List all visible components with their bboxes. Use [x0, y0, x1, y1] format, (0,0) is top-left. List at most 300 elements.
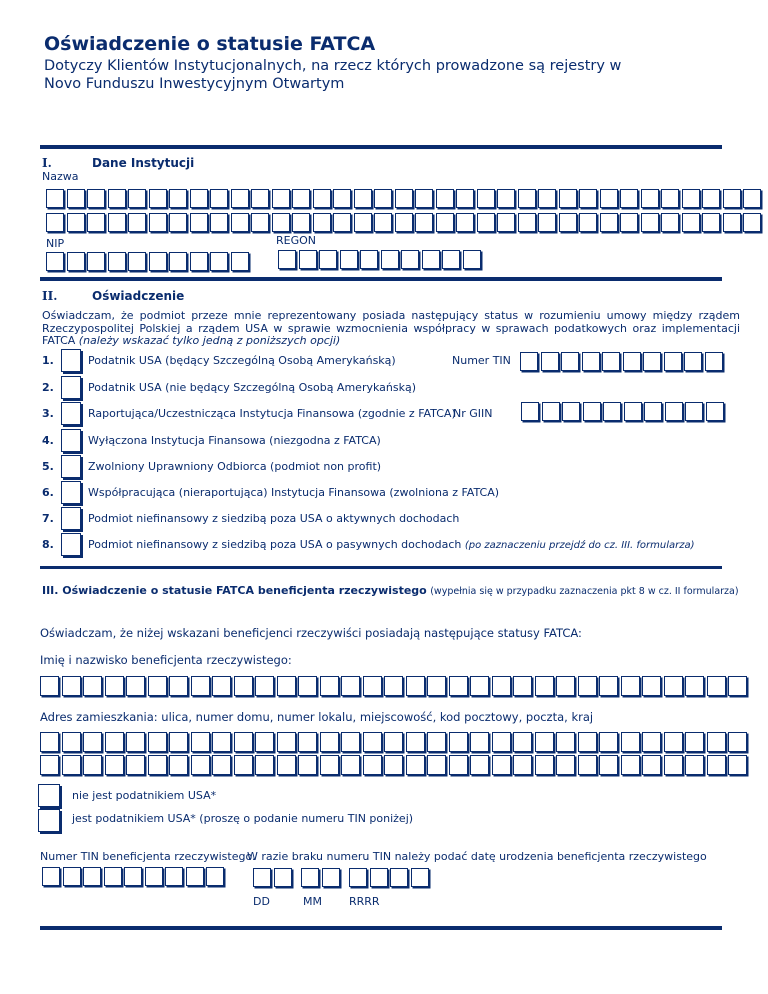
char-cell[interactable] [363, 732, 382, 752]
char-cell[interactable] [578, 676, 597, 696]
char-cell[interactable] [67, 213, 85, 232]
char-cell[interactable] [449, 732, 468, 752]
char-cell[interactable] [578, 732, 597, 752]
char-cell[interactable] [251, 213, 269, 232]
char-cell[interactable] [62, 676, 81, 696]
char-cell[interactable] [46, 189, 64, 208]
char-cell[interactable] [542, 402, 560, 421]
year-label: RRRR [349, 895, 380, 908]
char-cell[interactable] [661, 189, 679, 208]
char-cell[interactable] [186, 867, 204, 886]
char-cell[interactable] [299, 250, 317, 269]
regon-label: REGON [276, 234, 317, 247]
char-cell[interactable] [661, 213, 679, 232]
char-cell[interactable] [538, 213, 556, 232]
option-number: 4. [42, 434, 54, 447]
char-cell[interactable] [427, 676, 446, 696]
char-cell[interactable] [145, 867, 163, 886]
char-cell[interactable] [320, 732, 339, 752]
char-cell[interactable] [105, 676, 124, 696]
char-cell[interactable] [579, 213, 597, 232]
char-cell[interactable] [320, 676, 339, 696]
char-cell[interactable] [169, 213, 187, 232]
char-cell[interactable] [126, 676, 145, 696]
char-cell[interactable] [456, 189, 474, 208]
char-cell[interactable] [190, 189, 208, 208]
char-cell[interactable] [559, 213, 577, 232]
char-cell[interactable] [436, 213, 454, 232]
char-cell[interactable] [360, 250, 378, 269]
char-cell[interactable] [559, 189, 577, 208]
char-cell[interactable] [665, 402, 683, 421]
char-cell[interactable] [322, 868, 340, 887]
char-cell[interactable] [599, 755, 618, 775]
char-cell[interactable] [621, 732, 640, 752]
declaration-hint: (należy wskazać tylko jedną z poniższych opcji) [78, 334, 341, 347]
char-cell[interactable] [621, 755, 640, 775]
char-cell[interactable] [231, 213, 249, 232]
char-cell[interactable] [341, 676, 360, 696]
char-cell[interactable] [436, 189, 454, 208]
char-cell[interactable] [415, 189, 433, 208]
char-cell[interactable] [449, 755, 468, 775]
month-label: MM [303, 895, 322, 908]
char-cell[interactable] [470, 732, 489, 752]
option-8-hint: (po zaznaczeniu przejdź do cz. III. formularza) [464, 540, 695, 551]
name-label: Nazwa [42, 170, 79, 183]
section1-title: Dane Instytucji [92, 156, 195, 170]
char-cell[interactable] [427, 755, 446, 775]
char-cell[interactable] [644, 402, 662, 421]
option-number: 6. [42, 486, 54, 499]
day-label: DD [253, 895, 270, 908]
char-cell[interactable] [728, 732, 747, 752]
char-cell[interactable] [333, 213, 351, 232]
char-cell[interactable] [354, 213, 372, 232]
char-cell[interactable] [108, 189, 126, 208]
char-cell[interactable] [384, 732, 403, 752]
option-number: 5. [42, 460, 54, 473]
char-cell[interactable] [582, 352, 600, 371]
char-cell[interactable] [234, 676, 253, 696]
char-cell[interactable] [298, 732, 317, 752]
char-cell[interactable] [105, 755, 124, 775]
address-input-row-2[interactable] [40, 755, 750, 775]
char-cell[interactable] [212, 755, 231, 775]
char-cell[interactable] [623, 352, 641, 371]
char-cell[interactable] [251, 189, 269, 208]
tin-label: Numer TIN [452, 354, 511, 367]
char-cell[interactable] [422, 250, 440, 269]
birthdate-label: W razie braku numeru TIN należy podać datę urodzenia beneficjenta rzeczywistego [247, 850, 707, 863]
char-cell[interactable] [406, 676, 425, 696]
char-cell[interactable] [492, 755, 511, 775]
char-cell[interactable] [492, 676, 511, 696]
char-cell[interactable] [743, 189, 761, 208]
char-cell[interactable] [682, 189, 700, 208]
char-cell[interactable] [642, 732, 661, 752]
char-cell[interactable] [354, 189, 372, 208]
char-cell[interactable] [456, 213, 474, 232]
char-cell[interactable] [449, 676, 468, 696]
char-cell[interactable] [743, 213, 761, 232]
char-cell[interactable] [602, 352, 620, 371]
char-cell[interactable] [319, 250, 337, 269]
subtitle-line-1: Dotyczy Klientów Instytucjonalnych, na rzecz których prowadzone są rejestry w [44, 58, 622, 74]
char-cell[interactable] [191, 755, 210, 775]
option-number: 7. [42, 512, 54, 525]
beneficiary-name-input[interactable] [40, 676, 750, 696]
char-cell[interactable] [363, 755, 382, 775]
char-cell[interactable] [169, 189, 187, 208]
char-cell[interactable] [370, 868, 388, 887]
char-cell[interactable] [46, 252, 64, 271]
char-cell[interactable] [87, 252, 105, 271]
char-cell[interactable] [83, 676, 102, 696]
char-cell[interactable] [641, 213, 659, 232]
char-cell[interactable] [556, 732, 575, 752]
char-cell[interactable] [292, 213, 310, 232]
char-cell[interactable] [255, 676, 274, 696]
section1-number: I. [42, 156, 52, 170]
char-cell[interactable] [234, 732, 253, 752]
char-cell[interactable] [518, 213, 536, 232]
char-cell[interactable] [169, 252, 187, 271]
char-cell[interactable] [191, 676, 210, 696]
option-2-label: Podatnik USA (nie będący Szczególną Osobą Amerykańską) [88, 381, 416, 394]
char-cell[interactable] [126, 755, 145, 775]
option-1-checkbox[interactable] [61, 349, 81, 372]
beneficiary-address-label: Adres zamieszkania: ulica, numer domu, numer lokalu, miejscowość, kod pocztowy, poczta, kraj [40, 710, 594, 724]
char-cell[interactable] [87, 213, 105, 232]
nip-input[interactable] [46, 252, 251, 271]
name-input-row-2[interactable] [46, 213, 764, 232]
char-cell[interactable] [63, 867, 81, 886]
char-cell[interactable] [210, 189, 228, 208]
char-cell[interactable] [341, 755, 360, 775]
char-cell[interactable] [384, 676, 403, 696]
char-cell[interactable] [333, 189, 351, 208]
char-cell[interactable] [578, 755, 597, 775]
char-cell[interactable] [390, 868, 408, 887]
char-cell[interactable] [600, 213, 618, 232]
char-cell[interactable] [664, 755, 683, 775]
char-cell[interactable] [723, 213, 741, 232]
char-cell[interactable] [463, 250, 481, 269]
char-cell[interactable] [277, 755, 296, 775]
char-cell[interactable] [40, 732, 59, 752]
char-cell[interactable] [599, 732, 618, 752]
char-cell[interactable] [42, 867, 60, 886]
section2-declaration [42, 310, 740, 348]
char-cell[interactable] [190, 213, 208, 232]
char-cell[interactable] [278, 250, 296, 269]
char-cell[interactable] [363, 676, 382, 696]
char-cell[interactable] [624, 402, 642, 421]
char-cell[interactable] [685, 755, 704, 775]
char-cell[interactable] [169, 732, 188, 752]
char-cell[interactable] [706, 402, 724, 421]
us-taxpayer-checkbox[interactable] [38, 809, 60, 832]
char-cell[interactable] [272, 213, 290, 232]
char-cell[interactable] [206, 867, 224, 886]
char-cell[interactable] [277, 732, 296, 752]
char-cell[interactable] [108, 213, 126, 232]
char-cell[interactable] [664, 676, 683, 696]
page-subtitle [44, 57, 724, 93]
char-cell[interactable] [190, 252, 208, 271]
section3-heading [42, 584, 739, 597]
char-cell[interactable] [105, 732, 124, 752]
char-cell[interactable] [165, 867, 183, 886]
char-cell[interactable] [684, 352, 702, 371]
section2-title: Oświadczenie [92, 289, 185, 303]
birth-month-input[interactable] [301, 868, 342, 887]
char-cell[interactable] [497, 213, 515, 232]
char-cell[interactable] [128, 213, 146, 232]
char-cell[interactable] [513, 732, 532, 752]
char-cell[interactable] [641, 189, 659, 208]
char-cell[interactable] [415, 213, 433, 232]
char-cell[interactable] [83, 867, 101, 886]
char-cell[interactable] [234, 755, 253, 775]
char-cell[interactable] [349, 868, 367, 887]
address-input-row-1[interactable] [40, 732, 750, 752]
option-6-checkbox[interactable] [61, 481, 81, 504]
option-number: 1. [42, 354, 54, 367]
char-cell[interactable] [707, 732, 726, 752]
beneficiary-name-label: Imię i nazwisko beneficjenta rzeczywistego: [40, 653, 292, 667]
char-cell[interactable] [381, 250, 399, 269]
name-input-row-1[interactable] [46, 189, 764, 208]
birth-day-input[interactable] [253, 868, 294, 887]
option-3-checkbox[interactable] [61, 402, 81, 425]
char-cell[interactable] [298, 755, 317, 775]
char-cell[interactable] [148, 755, 167, 775]
char-cell[interactable] [470, 755, 489, 775]
char-cell[interactable] [149, 252, 167, 271]
char-cell[interactable] [705, 352, 723, 371]
char-cell[interactable] [685, 402, 703, 421]
section2-number: II. [42, 289, 58, 303]
option-4-checkbox[interactable] [61, 429, 81, 452]
char-cell[interactable] [87, 189, 105, 208]
char-cell[interactable] [723, 189, 741, 208]
char-cell[interactable] [579, 189, 597, 208]
char-cell[interactable] [169, 755, 188, 775]
not-us-taxpayer-label: nie jest podatnikiem USA* [72, 789, 217, 802]
char-cell[interactable] [149, 213, 167, 232]
char-cell[interactable] [442, 250, 460, 269]
char-cell[interactable] [477, 213, 495, 232]
regon-input[interactable] [278, 250, 483, 269]
char-cell[interactable] [169, 676, 188, 696]
char-cell[interactable] [513, 676, 532, 696]
char-cell[interactable] [535, 676, 554, 696]
giin-label: Nr GIIN [453, 407, 493, 420]
section-divider [40, 926, 722, 930]
birth-year-input[interactable] [349, 868, 431, 887]
char-cell[interactable] [210, 252, 228, 271]
char-cell[interactable] [520, 352, 538, 371]
char-cell[interactable] [212, 676, 231, 696]
char-cell[interactable] [124, 867, 142, 886]
option-7-checkbox[interactable] [61, 507, 81, 530]
char-cell[interactable] [521, 402, 539, 421]
option-6-label: Współpracująca (nieraportująca) Instytucja Finansowa (zwolniona z FATCA) [88, 486, 500, 499]
char-cell[interactable] [341, 732, 360, 752]
char-cell[interactable] [642, 676, 661, 696]
char-cell[interactable] [313, 189, 331, 208]
char-cell[interactable] [707, 755, 726, 775]
char-cell[interactable] [62, 732, 81, 752]
option-5-label: Zwolniony Uprawniony Odbiorca (podmiot non profit) [88, 460, 382, 473]
char-cell[interactable] [231, 252, 249, 271]
page-title: Oświadczenie o statusie FATCA [44, 33, 376, 55]
tin-input[interactable] [520, 352, 725, 371]
char-cell[interactable] [298, 676, 317, 696]
char-cell[interactable] [538, 189, 556, 208]
char-cell[interactable] [707, 676, 726, 696]
char-cell[interactable] [406, 732, 425, 752]
giin-input[interactable] [521, 402, 726, 421]
char-cell[interactable] [374, 189, 392, 208]
char-cell[interactable] [255, 732, 274, 752]
char-cell[interactable] [702, 213, 720, 232]
char-cell[interactable] [384, 755, 403, 775]
char-cell[interactable] [599, 676, 618, 696]
char-cell[interactable] [603, 402, 621, 421]
section-divider [40, 145, 722, 149]
section-divider [40, 566, 722, 569]
char-cell[interactable] [301, 868, 319, 887]
option-8-label [88, 538, 695, 551]
option-4-label: Wyłączona Instytucja Finansowa (niezgodna z FATCA) [88, 434, 381, 447]
option-2-checkbox[interactable] [61, 376, 81, 399]
char-cell[interactable] [561, 352, 579, 371]
char-cell[interactable] [535, 755, 554, 775]
char-cell[interactable] [274, 868, 292, 887]
char-cell[interactable] [62, 755, 81, 775]
char-cell[interactable] [128, 252, 146, 271]
char-cell[interactable] [728, 755, 747, 775]
char-cell[interactable] [535, 732, 554, 752]
char-cell[interactable] [148, 732, 167, 752]
char-cell[interactable] [541, 352, 559, 371]
char-cell[interactable] [231, 189, 249, 208]
char-cell[interactable] [562, 402, 580, 421]
char-cell[interactable] [682, 213, 700, 232]
char-cell[interactable] [642, 755, 661, 775]
char-cell[interactable] [83, 732, 102, 752]
char-cell[interactable] [556, 676, 575, 696]
char-cell[interactable] [108, 252, 126, 271]
char-cell[interactable] [104, 867, 122, 886]
char-cell[interactable] [67, 189, 85, 208]
char-cell[interactable] [620, 213, 638, 232]
char-cell[interactable] [395, 189, 413, 208]
char-cell[interactable] [83, 755, 102, 775]
option-1-label: Podatnik USA (będący Szczególną Osobą Amerykańską) [88, 354, 396, 367]
char-cell[interactable] [212, 732, 231, 752]
char-cell[interactable] [40, 676, 59, 696]
char-cell[interactable] [477, 189, 495, 208]
char-cell[interactable] [583, 402, 601, 421]
option-7-label: Podmiot niefinansowy z siedzibą poza USA o aktywnych dochodach [88, 512, 460, 525]
char-cell[interactable] [148, 676, 167, 696]
char-cell[interactable] [272, 189, 290, 208]
declaration-text: Oświadczam, że podmiot przeze mnie reprezentowany posiada następujący status w rozumieniu umowy między rządem Rzeczypospolitej Polskiej a rządem USA w sprawie wzmocnienia współpracy w sprawach podatkowych oraz implementacji FATCA [42, 309, 740, 347]
char-cell[interactable] [46, 213, 64, 232]
option-number: 3. [42, 407, 54, 420]
char-cell[interactable] [513, 755, 532, 775]
char-cell[interactable] [253, 868, 271, 887]
char-cell[interactable] [685, 732, 704, 752]
char-cell[interactable] [556, 755, 575, 775]
char-cell[interactable] [313, 213, 331, 232]
char-cell[interactable] [340, 250, 358, 269]
section-divider [40, 277, 722, 281]
char-cell[interactable] [492, 732, 511, 752]
char-cell[interactable] [395, 213, 413, 232]
char-cell[interactable] [518, 189, 536, 208]
option-8-checkbox[interactable] [61, 533, 81, 556]
option-5-checkbox[interactable] [61, 455, 81, 478]
char-cell[interactable] [67, 252, 85, 271]
beneficiary-tin-label: Numer TIN beneficjenta rzeczywistego. [40, 850, 256, 863]
char-cell[interactable] [40, 755, 59, 775]
char-cell[interactable] [401, 250, 419, 269]
us-taxpayer-label: jest podatnikiem USA* (proszę o podanie numeru TIN poniżej) [72, 812, 414, 825]
option-3-label: Raportująca/Uczestnicząca Instytucja Finansowa (zgodnie z FATCA) [88, 407, 456, 420]
char-cell[interactable] [664, 732, 683, 752]
char-cell[interactable] [255, 755, 274, 775]
char-cell[interactable] [374, 213, 392, 232]
char-cell[interactable] [126, 732, 145, 752]
char-cell[interactable] [292, 189, 310, 208]
char-cell[interactable] [191, 732, 210, 752]
char-cell[interactable] [406, 755, 425, 775]
not-us-taxpayer-checkbox[interactable] [38, 784, 60, 807]
beneficiary-declaration: Oświadczam, że niżej wskazani beneficjenci rzeczywiści posiadają następujące statusy FATCA: [40, 626, 582, 640]
char-cell[interactable] [411, 868, 429, 887]
subtitle-line-2: Novo Funduszu Inwestycyjnym Otwartym [44, 76, 345, 92]
char-cell[interactable] [427, 732, 446, 752]
char-cell[interactable] [277, 676, 296, 696]
char-cell[interactable] [643, 352, 661, 371]
section3-title: III. Oświadczenie o statusie FATCA beneficjenta rzeczywistego [42, 584, 427, 597]
char-cell[interactable] [600, 189, 618, 208]
char-cell[interactable] [685, 676, 704, 696]
option-number: 2. [42, 381, 54, 394]
char-cell[interactable] [728, 676, 747, 696]
char-cell[interactable] [702, 189, 720, 208]
char-cell[interactable] [470, 676, 489, 696]
char-cell[interactable] [210, 213, 228, 232]
section3-note: (wypełnia się w przypadku zaznaczenia pkt 8 w cz. II formularza) [430, 586, 739, 597]
char-cell[interactable] [620, 189, 638, 208]
char-cell[interactable] [497, 189, 515, 208]
beneficiary-tin-input[interactable] [42, 867, 227, 886]
char-cell[interactable] [128, 189, 146, 208]
char-cell[interactable] [320, 755, 339, 775]
nip-label: NIP [46, 237, 65, 250]
char-cell[interactable] [149, 189, 167, 208]
option-8-text: Podmiot niefinansowy z siedzibą poza USA o pasywnych dochodach [88, 538, 462, 551]
char-cell[interactable] [664, 352, 682, 371]
option-number: 8. [42, 538, 54, 551]
char-cell[interactable] [621, 676, 640, 696]
